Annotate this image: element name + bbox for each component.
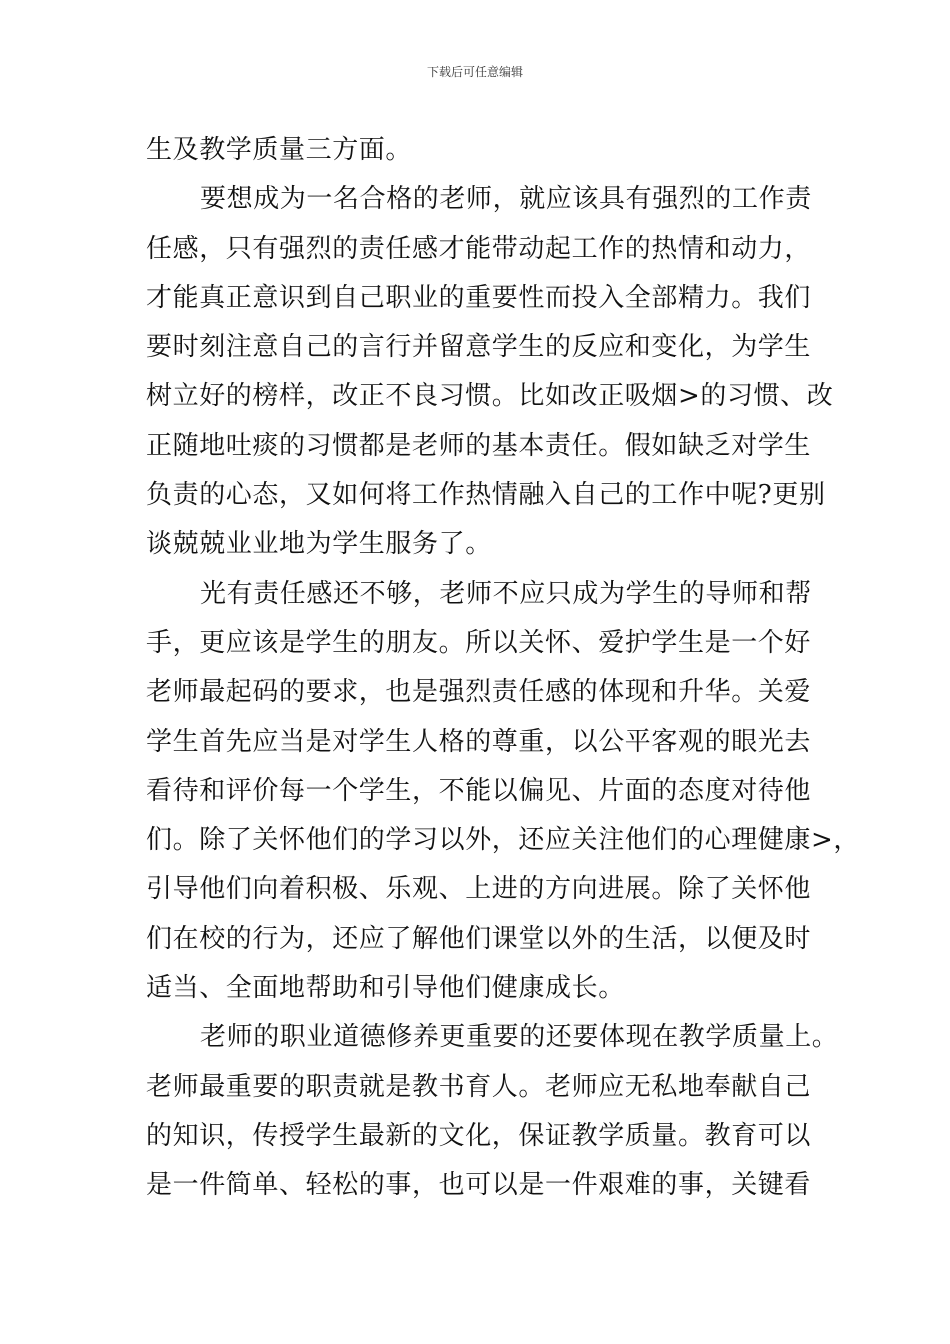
- text-line: 引导他们向着积极、乐观、上进的方向进展。除了关怀他: [146, 874, 812, 905]
- text-line: 手，更应该是学生的朋友。所以关怀、爱护学生是一个好: [146, 627, 812, 658]
- paragraph-start-line: 要想成为一名合格的老师，就应该具有强烈的工作责: [200, 184, 812, 215]
- text-line: 看待和评价每一个学生，不能以偏见、片面的态度对待他: [146, 775, 812, 806]
- page-header: 下载后可任意编辑: [426, 65, 523, 79]
- text-line: 老师最起码的要求，也是强烈责任感的体现和升华。关爱: [146, 677, 812, 708]
- text-line: 才能真正意识到自己职业的重要性而投入全部精力。我们: [146, 282, 812, 313]
- text-line: 正随地吐痰的习惯都是老师的基本责任。假如缺乏对学生: [146, 430, 812, 461]
- text-line: 老师最重要的职责就是教书育人。老师应无私地奉献自己: [146, 1071, 812, 1102]
- text-line: 生及教学质量三方面。: [146, 135, 413, 165]
- text-line: 的知识，传授学生最新的文化，保证教学质量。教育可以: [146, 1120, 812, 1151]
- text-line: 是一件简单、轻松的事，也可以是一件艰难的事，关键看: [146, 1170, 812, 1201]
- text-line: 要时刻注意自己的言行并留意学生的反应和变化，为学生: [146, 332, 812, 363]
- paragraph-start-line: 光有责任感还不够，老师不应只成为学生的导师和帮: [200, 578, 812, 609]
- text-line: 树立好的榜样，改正不良习惯。比如改正吸烟>的习惯、改: [146, 381, 834, 412]
- text-line: 任感，只有强烈的责任感才能带动起工作的热情和动力，: [146, 233, 812, 264]
- text-line: 适当、全面地帮助和引导他们健康成长。: [146, 973, 625, 1004]
- text-line: 谈兢兢业业地为学生服务了。: [146, 529, 492, 560]
- text-line: 们在校的行为，还应了解他们课堂以外的生活，以便及时: [146, 923, 812, 954]
- text-line: 们。除了关怀他们的学习以外，还应关注他们的心理健康>，: [146, 825, 860, 856]
- text-line: 学生首先应当是对学生人格的尊重，以公平客观的眼光去: [146, 726, 812, 757]
- document-body: [146, 126, 860, 1211]
- text-line: 负责的心态，又如何将工作热情融入自己的工作中呢?更别: [146, 480, 826, 511]
- paragraph-start-line: 老师的职业道德修养更重要的还要体现在教学质量上。: [200, 1022, 839, 1053]
